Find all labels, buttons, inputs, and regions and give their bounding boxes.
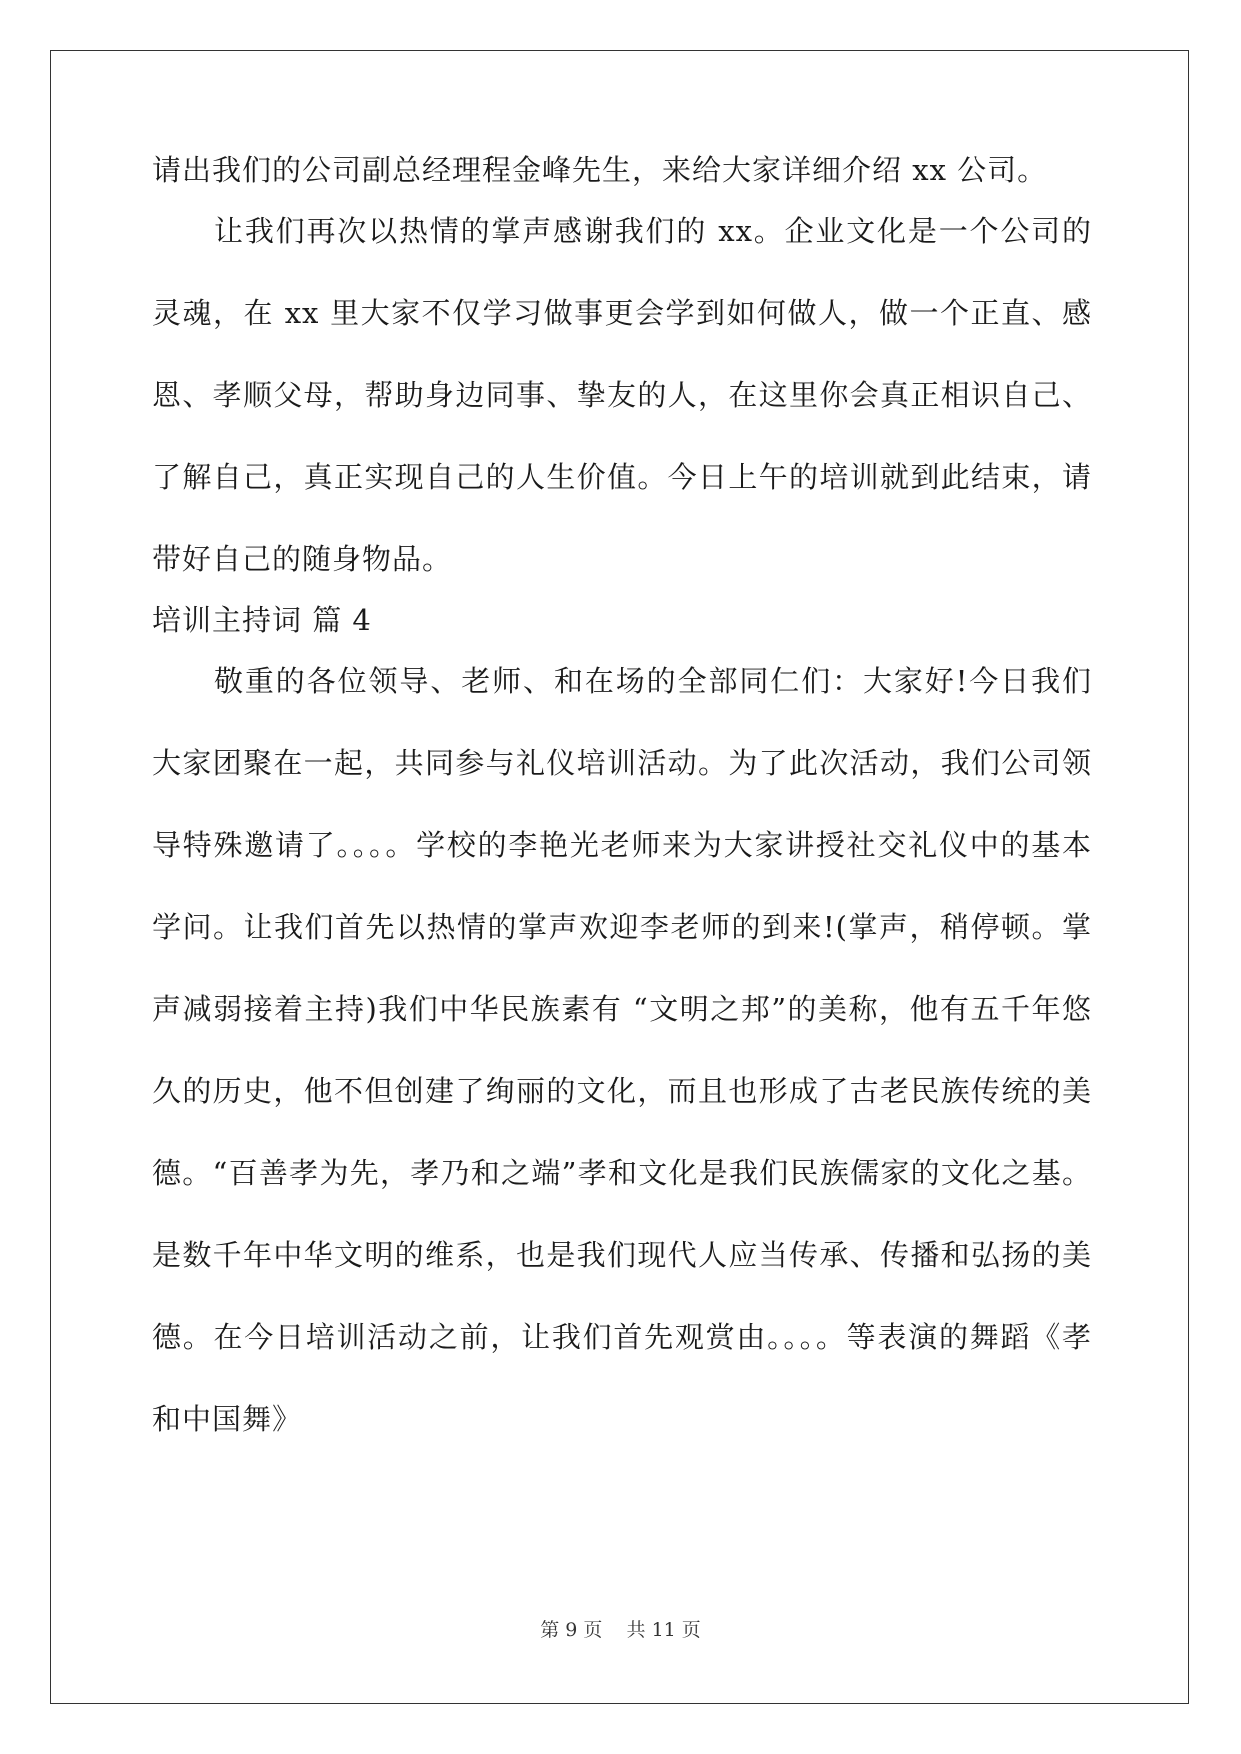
page-footer [0,1615,1241,1642]
paragraph: 请出我们的公司副总经理程金峰先生，来给大家详细介绍 xx 公司。 [152,153,1048,187]
paragraph: 让我们再次以热情的掌声感谢我们的 xx。企业文化是一个公司的灵魂，在 xx 里大家不仅学习做事更会学到如何做人，做一个正直、感恩、孝顺父母，帮助身边同事、挚友的人，在这里你会真正相识自己、了解自己，真正实现自己的人生价值。今日上午的培训就到此结束，请带好自己的随身物品。 [152,214,1092,576]
document-body [152,150,1092,1460]
paragraph: 敬重的各位领导、老师、和在场的全部同仁们：大家好!今日我们大家团聚在一起，共同参与礼仪培训活动。为了此次活动，我们公司领导特殊邀请了。。。。学校的李艳光老师来为大家讲授社交礼仪中的基本学问。让我们首先以热情的掌声欢迎李老师的到来!(掌声，稍停顿。掌声减弱接着主持)我们中华民族素有 “文明之邦”的美称，他有五千年悠久的历史，他不但创建了绚丽的文化，而且也形成了古老民族传统的美德。“百善孝为先，孝乃和之端”孝和文化是我们民族儒家的文化之基。是数千年中华文明的维系，也是我们现代人应当传承、传播和弘扬的美德。在今日培训活动之前，让我们首先观赏由。。。。等表演的舞蹈《孝和中国舞》 [152,664,1092,1436]
page-total: 共 11 页 [626,1619,701,1641]
page-number: 第 9 页 [540,1619,603,1641]
section-heading: 培训主持词 篇 4 [152,603,372,637]
